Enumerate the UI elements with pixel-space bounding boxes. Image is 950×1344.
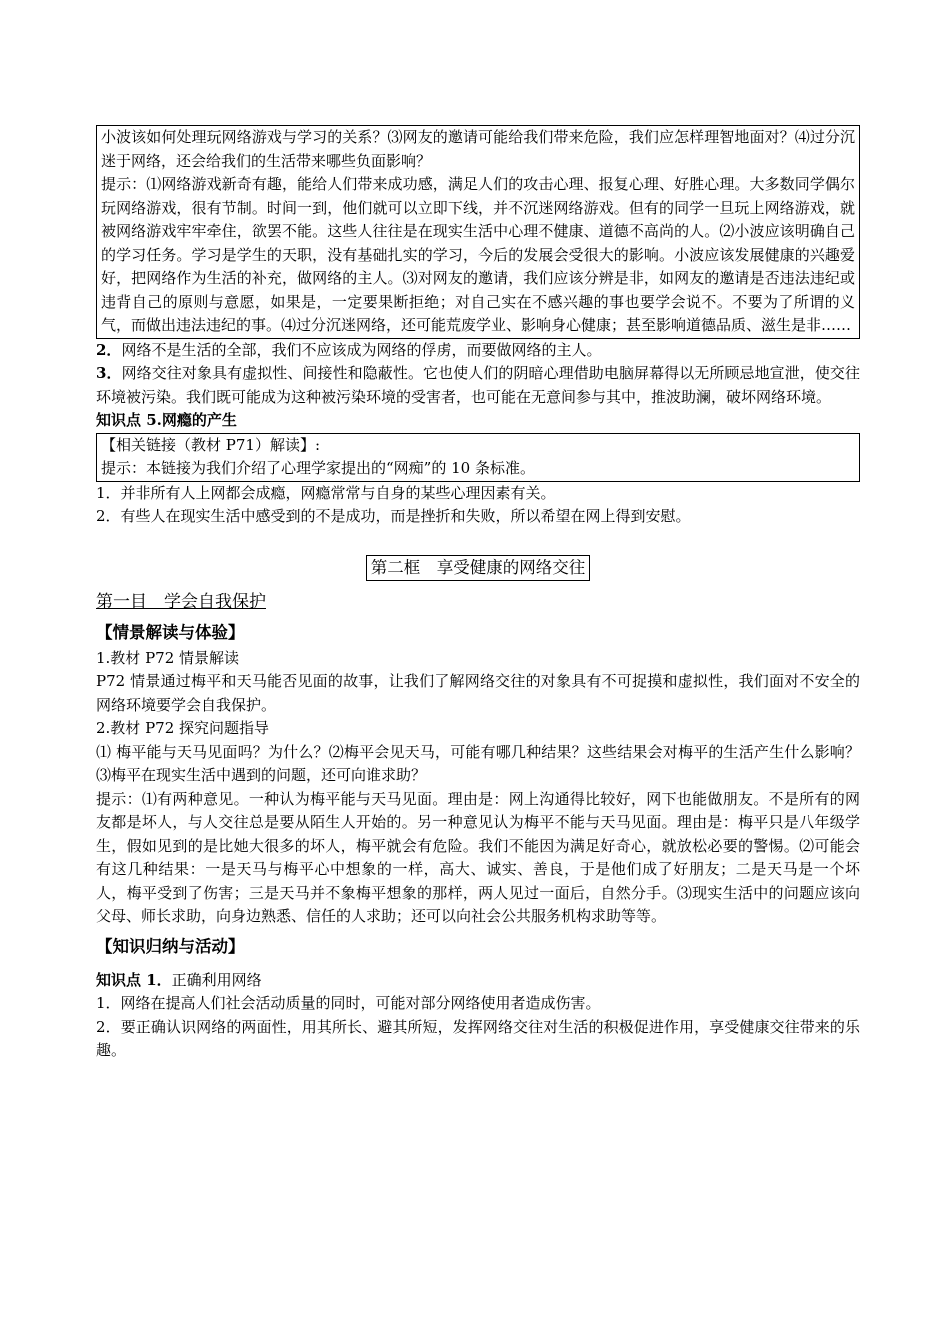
kp1-item-1: 1．网络在提高人们社会活动质量的同时，可能对部分网络使用者造成伤害。 xyxy=(96,994,601,1012)
related-link-tip: 提示：本链接为我们介绍了心理学家提出的“网痴”的 10 条标准。 xyxy=(101,459,535,477)
scene2-head: 2.教材 P72 探究问题指导 xyxy=(96,719,270,737)
related-link-box xyxy=(96,433,860,482)
kp5-item-2: 2．有些人在现实生活中感受到的不是成功，而是挫折和失败，所以希望在网上得到安慰。 xyxy=(96,507,691,525)
section-title: 第二框 享受健康的网络交往 xyxy=(96,555,860,581)
scene1-body: P72 情景通过梅平和天马能否见面的故事，让我们了解网络交往的对象具有不可捉摸和虚拟性，我们面对不安全的网络环境要学会自我保护。 xyxy=(96,672,860,714)
scene1-head: 1.教材 P72 情景解读 xyxy=(96,648,240,667)
discussion-box xyxy=(96,125,860,339)
question-text: 小波该如何处理玩网络游戏与学习的关系？⑶网友的邀请可能给我们带来危险，我们应怎样理智地面对？⑷过分沉迷于网络，还会给我们的生活带来哪些负面影响？ xyxy=(101,128,855,170)
knowledge-point-1: 知识点 1．正确利用网络 xyxy=(96,970,262,989)
document-page xyxy=(96,125,860,1063)
kp1-item-2: 2．要正确认识网络的两面性，用其所长、避其所短，发挥网络交往对生活的积极促进作用，享受健康交往带来的乐趣。 xyxy=(96,1017,860,1059)
point-2: 2．网络不是生活的全部，我们不应该成为网络的俘虏，而要做网络的主人。 xyxy=(96,340,602,359)
sub-title: 第一目 学会自我保护 xyxy=(96,591,266,612)
tip-text: 提示：⑴网络游戏新奇有趣，能给人们带来成功感，满足人们的攻击心理、报复心理、好胜心理。大多数同学偶尔玩网络游戏，很有节制。时间一到，他们就可以立即下线，并不沉迷网络游戏。但有的同学一旦玩上网络游戏，就被网络游戏牢牢牵住，欲罢不能。这些人往往是在现实生活中心理不健康、道德不高尚的人。⑵小波应该明确自己的学习任务。学习是学生的天职，没有基础扎实的学习，今后的发展会受很大的影响。小波应该发展健康的兴趣爱好，把网络作为生活的补充，做网络的主人。⑶对网友的邀请，我们应该分辨是非，如网友的邀请是否违法违纪或违背自己的原则与意愿，如果是，一定要果断拒绝；对自己实在不感兴趣的事也要学会说不。不要为了所谓的义气，而做出违法违纪的事。⑷过分沉迷网络，还可能荒废学业、影响身心健康；甚至影响道德品质、滋生是非…… xyxy=(101,175,855,334)
knowledge-title: 【知识归纳与活动】 xyxy=(96,936,245,956)
scene2-questions: ⑴ 梅平能与天马见面吗？为什么？⑵梅平会见天马，可能有哪几种结果？这些结果会对梅平的生活产生什么影响？⑶梅平在现实生活中遇到的问题，还可向谁求助？ xyxy=(96,742,860,784)
scene-title: 【情景解读与体验】 xyxy=(96,622,245,642)
scene2-tip: 提示：⑴有两种意见。一种认为梅平能与天马见面。理由是：网上沟通得比较好，网下也能做朋友。不是所有的网友都是坏人，与人交往总是要从陌生人开始的。另一种意见认为梅平不能与天马见面。理由是：梅平只是八年级学生，假如见到的是比她大很多的坏人，梅平就会有危险。我们不能因为满足好奇心，就放松必要的警惕。⑵可能会有这几种结果：一是天马与梅平心中想象的一样，高大、诚实、善良，于是他们成了好朋友；二是天马是一个坏人，梅平受到了伤害；三是天马并不象梅平想象的那样，两人见过一面后，自然分手。⑶现实生活中的问题应该向父母、师长求助，向身边熟悉、信任的人求助；还可以向社会公共服务机构求助等等。 xyxy=(96,789,860,925)
knowledge-point-5-title: 知识点 5.网瘾的产生 xyxy=(96,411,237,429)
related-link-head: 【相关链接（教材 P71）解读】: xyxy=(101,435,321,454)
point-3: 3．网络交往对象具有虚拟性、间接性和隐蔽性。它也使人们的阴暗心理借助电脑屏幕得以无所顾忌地宣泄，使交往环境被污染。我们既可能成为这种被污染环境的受害者，也可能在无意间参与其中，推波助澜，破坏网络环境。 xyxy=(96,364,861,406)
kp5-item-1: 1．并非所有人上网都会成瘾，网瘾常常与自身的某些心理因素有关。 xyxy=(96,483,556,502)
